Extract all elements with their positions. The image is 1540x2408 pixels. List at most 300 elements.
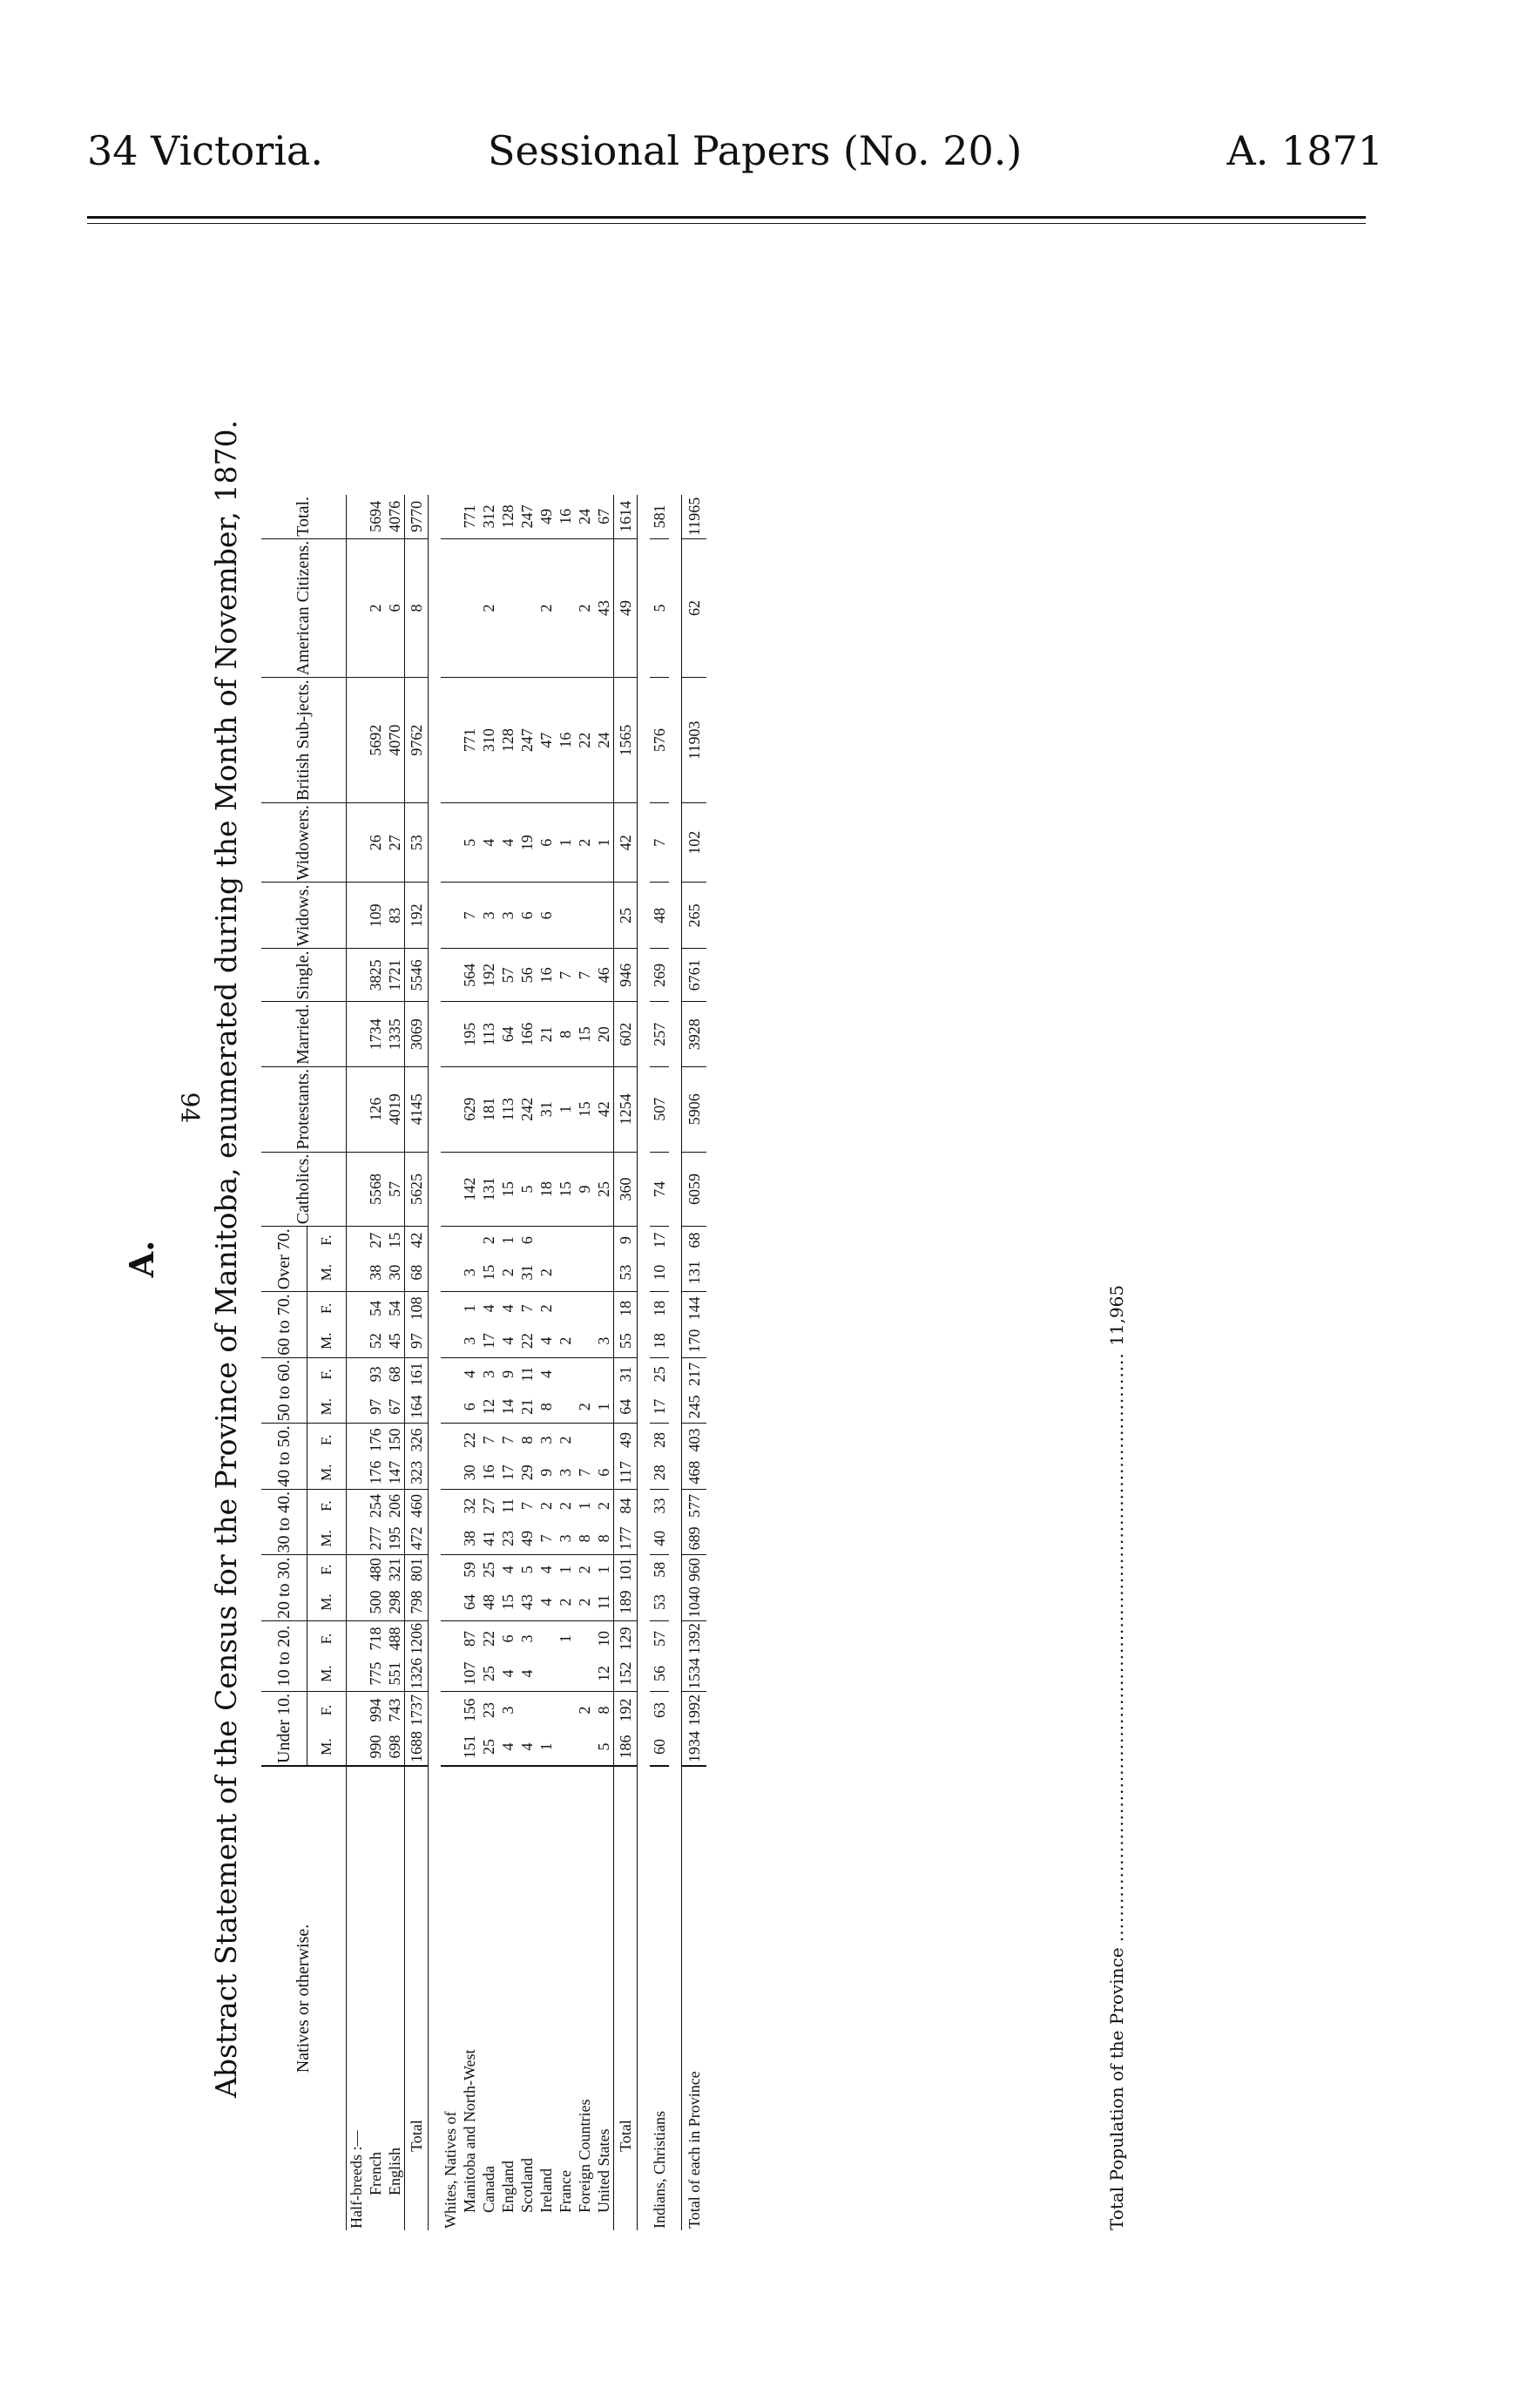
table-cell (347, 1357, 367, 1390)
table-cell: 11 (594, 1584, 614, 1621)
table-cell: 7 (537, 1522, 556, 1555)
table-cell: 551 (385, 1656, 405, 1692)
table-cell: 3825 (366, 949, 385, 1002)
table-cell (441, 1728, 460, 1766)
table-cell: 29 (517, 1457, 537, 1490)
table-row (517, 495, 537, 2230)
table-cell: 4 (537, 1370, 555, 1378)
table-cell (517, 538, 537, 677)
table-cell (556, 1254, 575, 1292)
table-cell: 128 (498, 495, 517, 538)
table-cell: 3 (518, 1634, 536, 1643)
table-cell (575, 1227, 594, 1254)
table-cell: 2 (537, 1304, 555, 1313)
table-cell: 2 (537, 1502, 555, 1511)
col-age-1-male: M. (307, 1656, 347, 1692)
col-age-7-female: F. (307, 1227, 347, 1254)
table-cell (594, 1292, 614, 1325)
col-protestants: Protestants. (261, 1066, 347, 1152)
table-cell: 743 (386, 1698, 403, 1722)
table-cell: 5546 (405, 949, 429, 1002)
table-cell: 2 (556, 1584, 575, 1621)
table-cell: 192 (479, 949, 498, 1002)
table-cell: 6 (518, 1236, 536, 1245)
table-cell: 97 (405, 1324, 429, 1357)
table-cell: 22 (480, 1631, 497, 1647)
table-cell (347, 495, 367, 538)
table-cell: 2 (575, 803, 594, 883)
table-cell: 195 (460, 1002, 479, 1066)
col-age-3-male: M. (307, 1522, 347, 1555)
table-cell: 142 (460, 1152, 479, 1227)
table-cell (498, 538, 517, 677)
header-left: 34 Victoria. (87, 127, 323, 174)
table-cell: 11 (499, 1498, 517, 1514)
table-cell: 4019 (385, 1066, 405, 1152)
table-cell: 30 (385, 1254, 405, 1292)
table-cell: 27 (367, 1232, 384, 1248)
row-label: Whites, Natives of (441, 1766, 460, 2230)
table-cell: 43 (517, 1584, 537, 1621)
row-label: Total (614, 1766, 638, 2230)
table-cell: 108 (405, 1292, 429, 1325)
table-cell: 47 (537, 678, 556, 803)
table-cell (347, 1555, 367, 1584)
table-cell: 93 (367, 1366, 384, 1383)
table-cell: 254 (367, 1494, 384, 1519)
table-row (441, 495, 460, 2230)
table-cell: 1 (576, 1502, 593, 1511)
table-cell (347, 1621, 367, 1657)
table-cell: 1206 (405, 1621, 429, 1657)
table-cell: 166 (517, 1002, 537, 1066)
table-cell: 53 (614, 1254, 638, 1292)
table-cell: 40 (650, 1522, 669, 1555)
table-cell: 3 (499, 1706, 517, 1715)
table-cell: 1688 (405, 1728, 429, 1766)
table-cell: 10 (650, 1254, 669, 1292)
table-cell: 42 (405, 1227, 429, 1254)
table-cell (441, 1424, 460, 1457)
table-cell: 101 (614, 1555, 638, 1584)
table-cell (441, 1292, 460, 1325)
table-cell: 257 (650, 1002, 669, 1066)
table-cell: 9 (614, 1227, 638, 1254)
table-row (347, 495, 367, 2230)
col-natives: Natives or otherwise. (261, 1766, 347, 2230)
table-cell: 131 (479, 1152, 498, 1227)
table-row (385, 495, 405, 2230)
table-cell (347, 1066, 367, 1152)
table-cell (347, 1489, 367, 1522)
table-cell: 1934 (682, 1728, 707, 1766)
table-cell: 4 (537, 1566, 555, 1574)
table-cell (441, 1066, 460, 1152)
table-cell (556, 1390, 575, 1424)
section-letter: A. (122, 1240, 161, 1278)
table-cell: 698 (385, 1728, 405, 1766)
table-cell: 38 (366, 1254, 385, 1292)
table-cell: 28 (651, 1431, 668, 1448)
table-cell (441, 1584, 460, 1621)
col-age-7: Over 70. (261, 1227, 307, 1292)
table-cell (347, 1522, 367, 1555)
table-cell: 113 (498, 1066, 517, 1152)
table-cell: 801 (405, 1555, 429, 1584)
table-cell: 23 (480, 1702, 497, 1719)
table-cell: 5 (594, 1728, 614, 1766)
table-cell: 1737 (405, 1692, 429, 1728)
row-label: Half-breeds :— (347, 1766, 367, 2230)
table-cell: 28 (650, 1457, 669, 1490)
table-cell: 990 (366, 1728, 385, 1766)
col-age-3: 30 to 40. (261, 1489, 307, 1555)
table-cell: 771 (460, 495, 479, 538)
table-cell: 2 (366, 538, 385, 677)
row-label: Scotland (517, 1766, 537, 2230)
table-cell: 43 (594, 538, 614, 677)
table-cell: 59 (461, 1561, 478, 1578)
table-cell: 4076 (385, 495, 405, 538)
table-row (575, 495, 594, 2230)
table-cell: 8 (556, 1002, 575, 1066)
table-cell (575, 1656, 594, 1692)
table-cell: 2 (537, 538, 556, 677)
table-cell: 15 (556, 1152, 575, 1227)
table-cell: 3 (556, 1457, 575, 1490)
table-cell (441, 949, 460, 1002)
table-cell: 2 (576, 1566, 593, 1574)
table-cell: 83 (385, 883, 405, 949)
table-cell: 11903 (682, 678, 707, 803)
table-cell: 87 (461, 1631, 478, 1647)
table-row (498, 495, 517, 2230)
table-row (479, 495, 498, 2230)
table-cell: 1734 (366, 1002, 385, 1066)
table-cell (347, 1227, 367, 1254)
table-cell (537, 1656, 556, 1692)
table-cell: 14 (498, 1390, 517, 1424)
table-cell: 24 (594, 678, 614, 803)
table-cell (441, 1555, 460, 1584)
table-cell (575, 1324, 594, 1357)
table-cell: 7 (575, 1457, 594, 1490)
table-cell: 170 (682, 1324, 707, 1357)
table-cell (441, 1457, 460, 1490)
table-cell: 31 (614, 1357, 638, 1390)
col-age-5-male: M. (307, 1390, 347, 1424)
table-cell: 7 (575, 949, 594, 1002)
table-cell: 8 (595, 1706, 612, 1715)
table-cell (347, 1292, 367, 1325)
header-center: Sessional Papers (No. 20.) (488, 127, 1023, 174)
table-cell: 15 (575, 1002, 594, 1066)
table-cell: 74 (650, 1152, 669, 1227)
table-cell (556, 538, 575, 677)
table-cell: 1 (595, 1566, 612, 1574)
table-cell: 3 (480, 1370, 497, 1378)
table-cell: 63 (651, 1702, 668, 1719)
table-cell: 3 (594, 1324, 614, 1357)
table-cell (441, 803, 460, 883)
table-cell: 5 (517, 1152, 537, 1227)
table-cell: 323 (405, 1457, 429, 1490)
header-right: A. 1871 (1226, 127, 1383, 174)
table-cell: 22 (575, 678, 594, 803)
header-rule-thin (87, 223, 1366, 224)
table-cell: 15 (479, 1254, 498, 1292)
table-cell: 500 (366, 1584, 385, 1621)
table-cell: 7 (499, 1436, 517, 1444)
table-cell: 12 (479, 1390, 498, 1424)
row-label: Total (405, 1766, 429, 2230)
table-cell (594, 1227, 614, 1254)
table-cell: 49 (517, 1522, 537, 1555)
table-cell: 53 (405, 803, 429, 883)
table-cell: 18 (614, 1292, 638, 1325)
table-cell: 1392 (682, 1621, 707, 1657)
table-cell: 15 (575, 1066, 594, 1152)
table-cell (556, 1357, 575, 1390)
col-widows: Widows. (261, 883, 347, 949)
table-cell: 3069 (405, 1002, 429, 1066)
table-cell (575, 1254, 594, 1292)
table-cell: 5692 (366, 678, 385, 803)
row-label: United States (594, 1766, 614, 2230)
table-cell: 49 (614, 538, 638, 677)
table-cell (594, 1424, 614, 1457)
header-row-top (261, 495, 307, 2230)
col-age-3-female: F. (307, 1489, 347, 1522)
table-cell: 17 (498, 1457, 517, 1490)
col-age-5: 50 to 60. (261, 1357, 307, 1424)
table-cell: 25 (614, 883, 638, 949)
table-cell (347, 678, 367, 803)
table-cell: 6 (537, 803, 556, 883)
table-cell: 488 (386, 1627, 403, 1651)
table-cell: 7 (460, 883, 479, 949)
col-british: British Sub-jects. (261, 678, 347, 803)
table-cell: 17 (479, 1324, 498, 1357)
table-cell: 8 (518, 1436, 536, 1444)
table-cell: 6 (460, 1390, 479, 1424)
table-cell: 55 (614, 1324, 638, 1357)
table-cell (575, 1357, 594, 1390)
table-cell: 1326 (405, 1656, 429, 1692)
table-cell (441, 1656, 460, 1692)
col-age-0-female: F. (307, 1692, 347, 1728)
col-age-5-female: F. (307, 1357, 347, 1390)
table-cell: 38 (460, 1522, 479, 1555)
table-cell: 602 (614, 1002, 638, 1066)
table-cell: 1 (499, 1236, 517, 1245)
table-cell: 310 (479, 678, 498, 803)
table-cell (537, 1621, 556, 1657)
table-cell: 22 (461, 1431, 478, 1448)
table-cell (347, 1728, 367, 1766)
table-cell: 27 (480, 1498, 497, 1514)
table-cell: 9762 (405, 678, 429, 803)
table-cell: 1534 (682, 1656, 707, 1692)
table-cell: 2 (595, 1502, 612, 1511)
table-cell: 161 (405, 1357, 429, 1390)
table-cell: 718 (367, 1627, 384, 1651)
table-row (366, 495, 385, 2230)
row-label: England (498, 1766, 517, 2230)
table-cell: 247 (517, 495, 537, 538)
table-cell: 360 (614, 1152, 638, 1227)
col-age-1-female: F. (307, 1621, 347, 1657)
table-cell: 3 (460, 1324, 479, 1357)
table-cell: 52 (366, 1324, 385, 1357)
table-cell: 480 (367, 1558, 384, 1582)
table-cell: 2 (575, 1584, 594, 1621)
row-label: France (556, 1766, 575, 2230)
table-cell: 186 (614, 1728, 638, 1766)
col-widowers: Widowers. (261, 803, 347, 883)
table-cell (347, 538, 367, 677)
table-cell: 3 (479, 883, 498, 949)
table-cell: 5694 (366, 495, 385, 538)
table-cell: 2 (537, 1254, 556, 1292)
col-married: Married. (261, 1002, 347, 1066)
table-cell: 46 (594, 949, 614, 1002)
table-cell (556, 1728, 575, 1766)
table-cell: 7 (518, 1502, 536, 1511)
table-cell: 5906 (682, 1066, 707, 1152)
table-cell: 8 (575, 1522, 594, 1555)
table-cell: 11965 (682, 495, 707, 538)
table-cell: 68 (682, 1227, 707, 1254)
table-cell: 17 (651, 1232, 668, 1248)
col-age-0-male: M. (307, 1728, 347, 1766)
table-cell: 64 (460, 1584, 479, 1621)
header-rule (87, 216, 1366, 219)
table-cell (347, 1390, 367, 1424)
col-age-7-male: M. (307, 1254, 347, 1292)
table-row (682, 495, 707, 2230)
table-cell: 18 (537, 1152, 556, 1227)
row-label: Foreign Countries (575, 1766, 594, 2230)
table-cell: 689 (682, 1522, 707, 1555)
table-cell: 4 (498, 1324, 517, 1357)
table-cell: 128 (498, 678, 517, 803)
row-label: Canada (479, 1766, 498, 2230)
table-cell: 15 (498, 1584, 517, 1621)
col-age-2: 20 to 30. (261, 1555, 307, 1621)
table-cell: 1335 (385, 1002, 405, 1066)
table-cell: 1040 (682, 1584, 707, 1621)
table-cell: 151 (460, 1728, 479, 1766)
table-cell: 20 (594, 1002, 614, 1066)
table-cell: 5 (460, 803, 479, 883)
table-row (537, 495, 556, 2230)
table-cell (517, 1692, 537, 1728)
table-cell: 48 (650, 883, 669, 949)
table-cell: 5 (650, 538, 669, 677)
table-cell: 629 (460, 1066, 479, 1152)
table-cell: 68 (386, 1366, 403, 1383)
table-cell: 6761 (682, 949, 707, 1002)
table-cell: 4 (499, 1304, 517, 1313)
table-cell: 15 (498, 1152, 517, 1227)
table-row (614, 495, 638, 2230)
col-age-0: Under 10. (261, 1692, 307, 1766)
table-cell: 4 (517, 1656, 537, 1692)
table-cell (441, 1357, 460, 1390)
table-cell: 2 (557, 1436, 574, 1444)
table-cell: 23 (498, 1522, 517, 1555)
table-cell: 57 (385, 1152, 405, 1227)
table-cell: 19 (517, 803, 537, 883)
table-cell: 147 (385, 1457, 405, 1490)
table-cell (347, 1457, 367, 1490)
table-cell: 57 (498, 949, 517, 1002)
table-cell (460, 538, 479, 677)
table-cell: 56 (517, 949, 537, 1002)
table-cell: 247 (517, 678, 537, 803)
table-cell: 144 (682, 1292, 707, 1325)
table-cell: 30 (460, 1457, 479, 1490)
table-row (405, 495, 429, 2230)
table-cell (556, 1656, 575, 1692)
table-cell: 4 (480, 1304, 497, 1313)
table-cell: 242 (517, 1066, 537, 1152)
table-cell: 245 (682, 1390, 707, 1424)
table-cell: 1 (557, 1566, 574, 1574)
table-cell: 468 (682, 1457, 707, 1490)
table-cell: 48 (479, 1584, 498, 1621)
table-cell: 2 (479, 538, 498, 677)
table-cell (575, 883, 594, 949)
table-cell: 312 (479, 495, 498, 538)
row-label: Manitoba and North-West (460, 1766, 479, 2230)
table-cell: 25 (480, 1561, 497, 1578)
table-cell: 156 (461, 1698, 478, 1722)
table-cell: 1 (594, 1390, 614, 1424)
col-age-4-male: M. (307, 1457, 347, 1490)
row-label: Indians, Christians (650, 1766, 669, 2230)
table-cell: 45 (385, 1324, 405, 1357)
table-cell: 25 (479, 1656, 498, 1692)
table-cell: 195 (385, 1522, 405, 1555)
table-cell: 6059 (682, 1152, 707, 1227)
table-cell: 5 (518, 1566, 536, 1574)
table-cell: 298 (385, 1584, 405, 1621)
table-cell (347, 949, 367, 1002)
table-cell: 472 (405, 1522, 429, 1555)
table-cell: 4 (499, 1566, 517, 1574)
table-cell: 1 (556, 1066, 575, 1152)
table-cell (441, 1522, 460, 1555)
table-cell: 5568 (366, 1152, 385, 1227)
table-cell: 2 (575, 538, 594, 677)
table-cell (537, 1227, 556, 1254)
table-cell: 217 (682, 1357, 707, 1390)
table-cell: 6 (499, 1634, 517, 1643)
footer-line: Total Population of the Province ............................................................................................ 11,965 (1106, 1284, 1127, 2230)
table-cell: 507 (650, 1066, 669, 1152)
table-cell: 62 (682, 538, 707, 677)
table-cell: 403 (682, 1424, 707, 1457)
table-cell: 576 (650, 678, 669, 803)
table-cell: 775 (366, 1656, 385, 1692)
table-cell: 31 (537, 1066, 556, 1152)
table-cell: 109 (366, 883, 385, 949)
table-cell: 3 (556, 1522, 575, 1555)
table-cell: 192 (405, 883, 429, 949)
table-cell: 24 (575, 495, 594, 538)
